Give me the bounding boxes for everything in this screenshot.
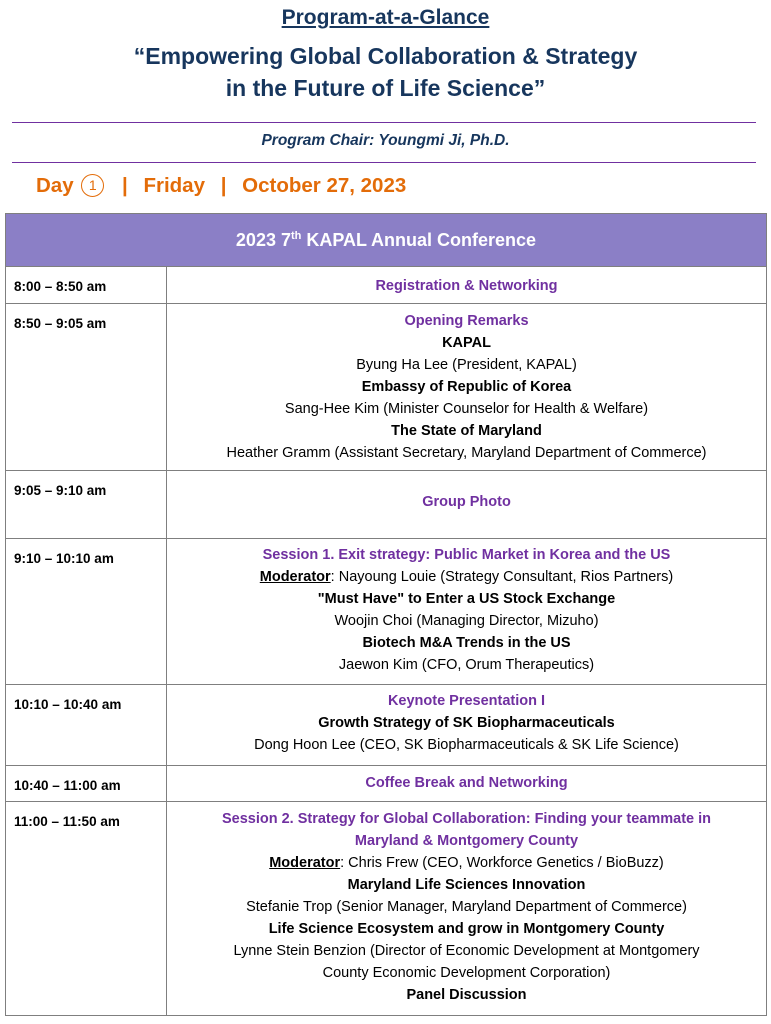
moderator-line	[175, 852, 758, 874]
session-cell	[167, 766, 767, 802]
table-row	[6, 471, 767, 539]
table-row	[6, 685, 767, 766]
divider-top	[12, 122, 756, 123]
moderator-label: Moderator	[259, 569, 331, 585]
speaker: County Economic Development Corporation)	[322, 965, 611, 981]
time-slot: 8:50 – 9:05 am	[6, 304, 167, 471]
table-header-row	[6, 214, 767, 267]
talk-title: Panel Discussion	[406, 987, 527, 1003]
time-slot: 10:10 – 10:40 am	[6, 685, 167, 766]
table-row	[6, 766, 767, 802]
session-cell	[167, 802, 767, 1016]
speaker: Woojin Choi (Managing Director, Mizuho)	[334, 613, 599, 629]
conference-theme	[0, 40, 771, 104]
time-slot: 8:00 – 8:50 am	[6, 267, 167, 304]
talk-title: Growth Strategy of SK Biopharmaceuticals	[318, 715, 615, 731]
speaker: Stefanie Trop (Senior Manager, Maryland Department of Commerce)	[246, 899, 687, 915]
session-title: Registration & Networking	[375, 278, 558, 294]
table-row	[6, 267, 767, 304]
talk-title: "Must Have" to Enter a US Stock Exchange	[317, 591, 616, 607]
talk-title: Life Science Ecosystem and grow in Montgomery County	[268, 921, 665, 937]
conference-header	[6, 214, 767, 267]
organization: Embassy of Republic of Korea	[361, 379, 572, 395]
session-title: Coffee Break and Networking	[365, 775, 568, 791]
session-title: Maryland & Montgomery County	[354, 833, 579, 849]
header-year: 2023 7	[235, 229, 291, 250]
talk-title: Biotech M&A Trends in the US	[362, 635, 571, 651]
table-row	[6, 802, 767, 1016]
table-row	[6, 539, 767, 685]
session-cell	[167, 685, 767, 766]
day-separator: |	[220, 174, 227, 197]
moderator-line	[175, 566, 758, 588]
moderator-name: : Chris Frew (CEO, Workforce Genetics / BioBuzz)	[340, 855, 664, 871]
talk-title: Maryland Life Sciences Innovation	[347, 877, 586, 893]
session-cell	[167, 471, 767, 539]
moderator-label: Moderator	[269, 855, 341, 871]
time-slot: 11:00 – 11:50 am	[6, 802, 167, 1016]
time-slot: 10:40 – 11:00 am	[6, 766, 167, 802]
speaker: Heather Gramm (Assistant Secretary, Maryland Department of Commerce)	[226, 445, 707, 461]
header-ordinal: th	[290, 229, 302, 242]
divider-bottom	[12, 162, 756, 163]
session-cell	[167, 304, 767, 471]
session-title: Opening Remarks	[404, 313, 529, 329]
organization: KAPAL	[442, 335, 491, 351]
program-chair: Program Chair: Youngmi Ji, Ph.D.	[261, 132, 510, 149]
session-cell	[167, 267, 767, 304]
speaker: Lynne Stein Benzion (Director of Economic Development at Montgomery	[233, 943, 700, 959]
day-label: Day	[36, 174, 74, 197]
day-weekday: Friday	[143, 174, 205, 197]
session-title: Session 2. Strategy for Global Collaboration: Finding your teammate in	[221, 811, 712, 827]
day-heading	[36, 174, 406, 198]
day-separator: |	[122, 174, 128, 197]
day-number-circle: 1	[81, 174, 104, 197]
theme-line-1: “Empowering Global Collaboration & Strategy	[133, 43, 638, 69]
speaker: Byung Ha Lee (President, KAPAL)	[356, 357, 577, 373]
time-slot: 9:10 – 10:10 am	[6, 539, 167, 685]
speaker: Dong Hoon Lee (CEO, SK Biopharmaceuticals & SK Life Science)	[254, 737, 679, 753]
page-title: Program-at-a-Glance	[281, 6, 490, 29]
session-title: Group Photo	[422, 493, 511, 510]
organization: The State of Maryland	[391, 423, 542, 439]
session-title: Keynote Presentation I	[387, 693, 546, 709]
table-row	[6, 304, 767, 471]
theme-line-2: in the Future of Life Science”	[225, 75, 546, 101]
moderator-name: : Nayoung Louie (Strategy Consultant, Rios Partners)	[330, 569, 674, 585]
schedule-table	[5, 213, 767, 1016]
session-title: Session 1. Exit strategy: Public Market in Korea and the US	[262, 547, 671, 563]
header-name: KAPAL Annual Conference	[301, 229, 537, 250]
speaker: Sang-Hee Kim (Minister Counselor for Health & Welfare)	[284, 401, 649, 417]
day-date: October 27, 2023	[242, 174, 407, 197]
speaker: Jaewon Kim (CFO, Orum Therapeutics)	[338, 657, 595, 673]
time-slot: 9:05 – 9:10 am	[6, 471, 167, 539]
session-cell	[167, 539, 767, 685]
